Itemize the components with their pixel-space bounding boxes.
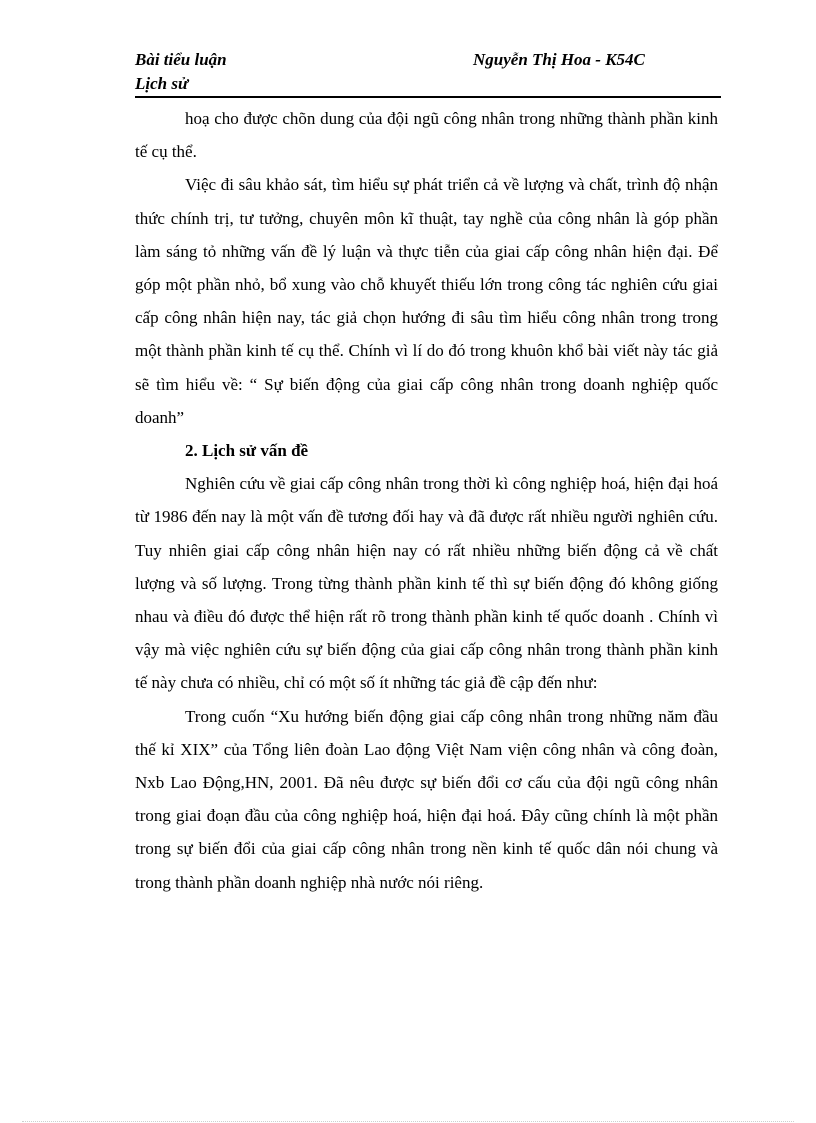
paragraph: Trong cuốn “Xu hướng biến động giai cấp công nhân trong những năm đầu thế kỉ XIX” của Tổng liên đoàn Lao động Việt Nam viện công nhân và công đoàn, Nxb Lao Động,HN, 2001. Đã nêu được sự biến đổi cơ cấu của đội ngũ công nhân trong giai đoạn đầu của công nghiệp hoá, hiện đại hoá. Đây cũng chính là một phần trong sự biến đổi của giai cấp công nhân trong nền kinh tế quốc dân nói chung và trong thành phần doanh nghiệp nhà nước nói riêng.: [135, 706, 718, 892]
paragraph: Việc đi sâu khảo sát, tìm hiểu sự phát triển cả về lượng và chất, trình độ nhận thức chính trị, tư tưởng, chuyên môn kĩ thuật, tay nghề của công nhân là góp phần làm sáng tỏ những vấn đề lý luận và thực tiễn của giai cấp công nhân hiện đại. Để góp một phần nhỏ, bổ xung vào chỗ khuyết thiếu lớn trong công tác nghiên cứu giai cấp công nhân hiện nay, tác giả chọn hướng đi sâu tìm hiểu công nhân trong trong một thành phần kinh tế cụ thể. Chính vì lí do đó trong khuôn khổ bài viết này tác giả sẽ tìm hiểu về: “ Sự biến động của giai cấp công nhân trong doanh nghiệp quốc doanh”: [135, 175, 718, 427]
document-title: Bài tiểu luận: [135, 50, 227, 69]
document-subtitle: Lịch sử: [135, 74, 189, 93]
document-body: [135, 102, 718, 899]
author-name: Nguyễn Thị Hoa - K54C: [473, 50, 645, 69]
section-heading: 2. Lịch sử vấn đề: [185, 441, 309, 461]
page-header: [135, 48, 721, 98]
paragraph-continuation: hoạ cho được chõn dung của đội ngũ công nhân trong những thành phần kinh tế cụ thể.: [135, 109, 718, 162]
paragraph: Nghiên cứu về giai cấp công nhân trong thời kì công nghiệp hoá, hiện đại hoá từ 1986 đến nay là một vấn đề tương đối hay và đã được rất nhiều người nghiên cứu. Tuy nhiên giai cấp công nhân hiện nay có rất nhiều những biến động cả về chất lượng và số lượng. Trong từng thành phần kinh tế thì sự biến động đó không giống nhau và điều đó được thể hiện rất rõ trong thành phần kinh tế quốc doanh . Chính vì vậy mà việc nghiên cứu sự biến động của giai cấp công nhân trong thành phần kinh tế này chưa có nhiều, chỉ có một số ít những tác giả đề cập đến như:: [135, 474, 718, 693]
page-bottom-divider: [22, 1121, 794, 1122]
